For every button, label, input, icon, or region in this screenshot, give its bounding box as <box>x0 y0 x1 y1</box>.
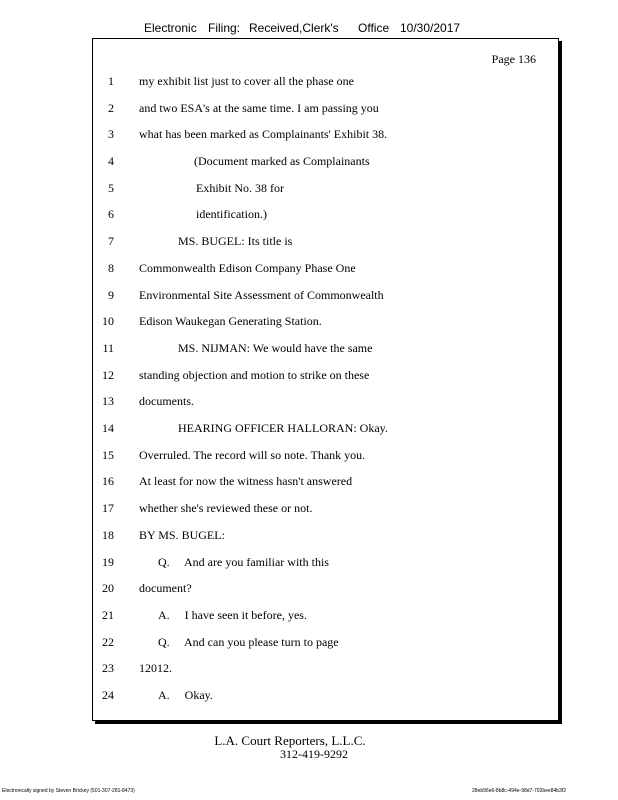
transcript-line <box>93 498 558 518</box>
transcript-line <box>93 445 558 465</box>
line-number: 13 <box>102 394 114 408</box>
line-number: 9 <box>108 288 114 302</box>
line-number: 3 <box>108 127 114 141</box>
line-text: Exhibit No. 38 for <box>196 181 284 195</box>
line-text: A. I have seen it before, yes. <box>158 608 307 622</box>
line-number: 6 <box>108 207 114 221</box>
line-number: 23 <box>102 661 114 675</box>
line-number: 8 <box>108 261 114 275</box>
line-text: HEARING OFFICER HALLORAN: Okay. <box>178 421 388 435</box>
line-number: 10 <box>102 314 114 328</box>
line-text: 12012. <box>139 661 172 675</box>
line-text: document? <box>139 581 192 595</box>
line-number: 15 <box>102 448 114 462</box>
line-number: 11 <box>102 341 114 355</box>
line-text: standing objection and motion to strike on these <box>139 368 370 382</box>
transcript-page <box>92 38 559 721</box>
electronic-signature: Electronically signed by Steven Brickey (501-307-281-8473) <box>2 788 135 794</box>
transcript-line <box>93 391 558 411</box>
line-text: Edison Waukegan Generating Station. <box>139 314 322 328</box>
transcript-line <box>93 578 558 598</box>
transcript-line <box>93 338 558 358</box>
line-number: 17 <box>102 501 114 515</box>
transcript-line <box>93 124 558 144</box>
transcript-line <box>93 311 558 331</box>
line-number: 16 <box>102 474 114 488</box>
transcript-line <box>93 204 558 224</box>
line-text: Q. And can you please turn to page <box>158 635 339 649</box>
transcript-line <box>93 231 558 251</box>
filing-date: 10/30/2017 <box>400 21 461 35</box>
line-text: Q. And are you familiar with this <box>158 555 329 569</box>
line-text: Environmental Site Assessment of Commonwealth <box>139 288 384 302</box>
line-text: identification.) <box>196 207 267 221</box>
transcript-line <box>93 365 558 385</box>
transcript-line <box>93 151 558 171</box>
line-text: MS. BUGEL: Its title is <box>178 234 293 248</box>
reporter-company: L.A. Court Reporters, L.L.C. <box>214 733 366 748</box>
line-number: 4 <box>108 154 114 168</box>
page-number: Page 136 <box>491 52 536 66</box>
transcript-line <box>93 552 558 572</box>
line-number: 7 <box>108 234 114 248</box>
line-number: 21 <box>102 608 114 622</box>
transcript-line <box>93 285 558 305</box>
line-number: 18 <box>102 528 114 542</box>
filing-word-received-clerks: Received,Clerk's <box>249 21 339 35</box>
line-number: 2 <box>108 101 114 115</box>
line-text: A. Okay. <box>158 688 213 702</box>
transcript-line <box>93 418 558 438</box>
transcript-line <box>93 525 558 545</box>
line-text: (Document marked as Complainants <box>194 154 370 168</box>
transcript-line <box>93 658 558 678</box>
document-hash: 28eb96e6-8b8c-494e-98d7-702bee84b3f2 <box>472 788 566 794</box>
line-number: 5 <box>108 181 114 195</box>
transcript-line <box>93 471 558 491</box>
transcript-line <box>93 71 558 91</box>
line-text: and two ESA's at the same time. I am passing you <box>139 101 379 115</box>
filing-word-electronic: Electronic <box>144 21 197 35</box>
reporter-phone: 312-419-9292 <box>280 747 348 761</box>
line-text: whether she's reviewed these or not. <box>139 501 313 515</box>
transcript-line <box>93 258 558 278</box>
line-number: 14 <box>102 421 114 435</box>
filing-word-office: Office <box>358 21 390 35</box>
transcript-line <box>93 605 558 625</box>
line-text: At least for now the witness hasn't answered <box>139 474 353 488</box>
line-text: MS. NIJMAN: We would have the same <box>178 341 373 355</box>
filing-word-filing: Filing: <box>208 21 241 35</box>
transcript-line <box>93 685 558 705</box>
transcript-line <box>93 98 558 118</box>
line-number: 20 <box>102 581 114 595</box>
transcript-line <box>93 632 558 652</box>
line-text: Overruled. The record will so note. Thank you. <box>139 448 366 462</box>
line-text: Commonwealth Edison Company Phase One <box>139 261 356 275</box>
line-number: 12 <box>102 368 114 382</box>
line-text: what has been marked as Complainants' Exhibit 38. <box>139 127 388 141</box>
transcript-line <box>93 178 558 198</box>
line-number: 1 <box>108 74 114 88</box>
line-text: my exhibit list just to cover all the phase one <box>139 74 354 88</box>
line-number: 19 <box>102 555 114 569</box>
line-text: documents. <box>139 394 194 408</box>
line-text: BY MS. BUGEL: <box>139 528 225 542</box>
line-number: 22 <box>102 635 114 649</box>
line-number: 24 <box>102 688 114 702</box>
